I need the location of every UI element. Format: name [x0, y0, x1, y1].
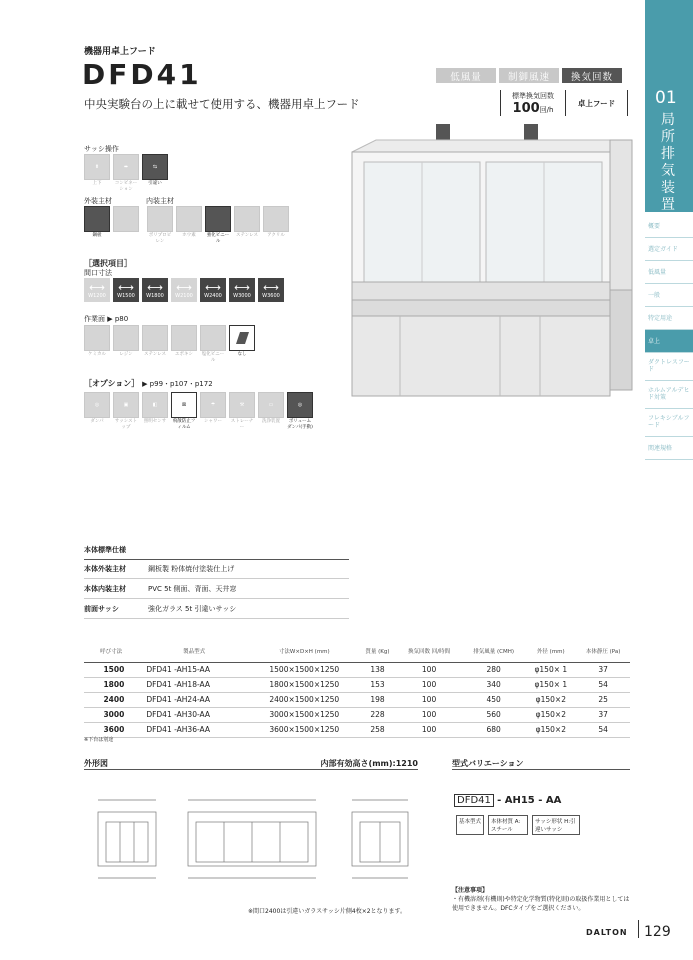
table-cell: 100 — [396, 662, 462, 677]
shower-icon: ☂ — [200, 392, 226, 418]
table-cell: DFD41 -AH15-AA — [138, 662, 250, 677]
worktop-none-icon — [229, 325, 255, 351]
select-title: ［選択項目］ — [84, 259, 132, 268]
nav-item[interactable]: ダクトレスフード — [645, 353, 693, 381]
sash-stop-icon: ▣ — [113, 392, 139, 418]
category-label: 機器用卓上フード — [84, 47, 156, 57]
nav-item[interactable]: 特定用途 — [645, 307, 693, 330]
table-cell: 2400 — [84, 692, 138, 707]
width-option: ⟷ W2400 — [200, 278, 226, 302]
nav-item[interactable]: ホルムアルデヒド対策 — [645, 381, 693, 409]
table-cell: DFD41 -AH18-AA — [138, 677, 250, 692]
worktop-resin-icon — [113, 325, 139, 351]
steel-icon — [84, 206, 110, 232]
table-cell: DFD41 -AH24-AA — [138, 692, 250, 707]
footer-divider — [638, 920, 639, 938]
worktop-stainless-icon — [142, 325, 168, 351]
pp-icon — [147, 206, 173, 232]
table-cell: 1500 — [84, 662, 138, 677]
air-value: 100 — [512, 101, 540, 116]
exterior-label: 外装主材 — [84, 197, 112, 205]
type-label: 卓上フード — [565, 90, 627, 116]
air-unit: 回/h — [539, 106, 554, 114]
chapter-tab — [645, 0, 693, 212]
table-row — [84, 722, 630, 737]
chapter-number: 01 — [655, 88, 677, 108]
table-cell: 280 — [462, 662, 525, 677]
width-option: ⟷ W2100 — [171, 278, 197, 302]
table-cell: φ150× 1 — [525, 677, 576, 692]
table-cell: DFD41 -AH36-AA — [138, 722, 250, 737]
drawing-title: 外形図 内部有効高さ(mm):1210 — [84, 759, 418, 768]
sash-combination-icon: ⬌ — [113, 154, 139, 180]
washer-icon: ▭ — [258, 392, 284, 418]
worktop-icons: ケミカル レジン ステンレス エポキシ 塩化ビニール なし — [84, 325, 255, 363]
brand-logo: DALTON — [586, 928, 628, 937]
material-icons: 鋼板 ポリプロピレン ホウ素 強化ビニール ステンレス アクリル — [84, 206, 289, 244]
air-label: 標準換気回数 — [512, 92, 554, 100]
mode-air-change: 換気回数 — [562, 68, 622, 83]
table-cell: 560 — [462, 707, 525, 722]
table-cell: 3000×1500×1250 — [250, 707, 359, 722]
worktop-chemical-icon — [84, 325, 110, 351]
volume-damper-icon: ◎ — [287, 392, 313, 418]
nav-item[interactable]: 概要 — [645, 215, 693, 238]
acrylic-icon — [263, 206, 289, 232]
material-icon — [113, 206, 139, 232]
table-row — [84, 692, 630, 707]
variation-title: 型式バリエーション — [452, 758, 630, 770]
table-cell: 1800 — [84, 677, 138, 692]
option-title: ［オプション］ ▶ p99・p107・p172 — [84, 379, 213, 388]
table-cell: 3000 — [84, 707, 138, 722]
table-header: 呼び寸法 製品型式 寸法W×D×H (mm) 質量 (Kg) 換気回数 回/時間 排気風量 (CMH) 外径 (mm) 本体静圧 (Pa) — [84, 640, 630, 662]
mode-tags — [436, 68, 622, 83]
table-cell: 198 — [359, 692, 397, 707]
film-icon: ⊠ — [171, 392, 197, 418]
worktop-epoxy-icon — [171, 325, 197, 351]
worktop-pvc-icon — [200, 325, 226, 351]
air-change-box — [500, 90, 628, 116]
table-cell: 100 — [396, 677, 462, 692]
nav-item-active[interactable]: 卓上 — [645, 330, 693, 353]
table-cell: 54 — [576, 722, 630, 737]
table-cell: 100 — [396, 692, 462, 707]
model-table — [84, 640, 630, 738]
outline-drawing — [84, 778, 424, 898]
table-cell: 1500×1500×1250 — [250, 662, 359, 677]
sash-updown-icon: ⬍ — [84, 154, 110, 180]
table-cell: φ150× 1 — [525, 662, 576, 677]
table-note: ※下台は別途 — [84, 737, 114, 743]
nav-item[interactable]: フレキシブルフード — [645, 409, 693, 437]
table-cell: 100 — [396, 707, 462, 722]
table-row — [84, 707, 630, 722]
table-cell: 450 — [462, 692, 525, 707]
width-icons — [84, 278, 284, 302]
model-title: DFD41 — [82, 58, 202, 91]
table-cell: 3600×1500×1250 — [250, 722, 359, 737]
damper-icon: ◎ — [84, 392, 110, 418]
chapter-title: 局所排気装置 — [661, 112, 675, 213]
width-option: ⟷ W1500 — [113, 278, 139, 302]
pvc-icon — [205, 206, 231, 232]
sash-label: サッシ操作 — [84, 145, 119, 153]
nav-item[interactable]: 選定ガイド — [645, 238, 693, 261]
light-sensor-icon: ◧ — [142, 392, 168, 418]
table-cell: φ150×2 — [525, 692, 576, 707]
width-option: ⟷ W1200 — [84, 278, 110, 302]
spec-title: 本体標準仕様 — [84, 546, 126, 554]
table-cell: 340 — [462, 677, 525, 692]
nav-item[interactable]: 一般 — [645, 284, 693, 307]
spec-row: 前面サッシ 強化ガラス 5t 引違いサッシ — [84, 599, 349, 619]
spec-block — [84, 545, 349, 619]
width-option: ⟷ W3600 — [258, 278, 284, 302]
table-cell: DFD41 -AH30-AA — [138, 707, 250, 722]
nav-item[interactable]: 低風量 — [645, 261, 693, 284]
interior-label: 内装主材 — [146, 197, 174, 205]
table-cell: 3600 — [84, 722, 138, 737]
spec-row: 本体外装主材 鋼板製 粉体焼付塗装仕上げ — [84, 559, 349, 579]
table-cell: 258 — [359, 722, 397, 737]
mode-face-velocity: 制御風速 — [499, 68, 559, 83]
product-image — [340, 122, 636, 412]
table-cell: φ150×2 — [525, 722, 576, 737]
mode-low-flow: 低風量 — [436, 68, 496, 83]
variation-labels: 基本型式 本体材質 A:スチール サッシ形状 H:引違いサッシ — [456, 815, 580, 835]
table-cell: φ150×2 — [525, 707, 576, 722]
worktop-label: 作業面 ▶ p80 — [84, 315, 129, 323]
option-icons: ◎ ダンパ ▣ サッシストップ ◧ 照明センサ ⊠ 飛散防止フィルム ☂ シャワー ⚒ ストレーナー ▭ 洗浄装置 ◎ ボリュームダンパ(手動) — [84, 392, 313, 430]
table-cell: 228 — [359, 707, 397, 722]
stainless-icon — [234, 206, 260, 232]
drawing-note: ※間口2400は引違いガラスサッシ片側4枚×2となります。 — [248, 908, 407, 915]
page-number: 129 — [644, 924, 671, 940]
width-option: ⟷ W3000 — [229, 278, 255, 302]
spec-row: 本体内装主材 PVC 5t 側面、背面、天井窓 — [84, 579, 349, 599]
table-cell: 37 — [576, 707, 630, 722]
chapter-nav — [645, 215, 693, 460]
nav-item[interactable]: 関連規格 — [645, 437, 693, 460]
table-row — [84, 677, 630, 692]
table-cell: 54 — [576, 677, 630, 692]
boron-icon — [176, 206, 202, 232]
sash-sliding-icon: ⇆ — [142, 154, 168, 180]
width-label: 間口寸法 — [84, 269, 112, 277]
table-cell: 37 — [576, 662, 630, 677]
table-cell: 100 — [396, 722, 462, 737]
notice: 【注意事項】 ・有機溶剤(有機則)や特定化学物質(特化則)の取扱作業用としては使用できません。DFCタイプをご選択ください。 — [452, 887, 630, 912]
table-row — [84, 662, 630, 677]
variation-code: DFD41 - AH15 - AA — [454, 795, 561, 806]
table-cell: 25 — [576, 692, 630, 707]
sash-icons: ⬍ 上下 ⬌ コンビネーション ⇆ 引違い — [84, 154, 168, 192]
subtitle: 中央実験台の上に載せて使用する、機器用卓上フード — [84, 97, 360, 111]
table-cell: 153 — [359, 677, 397, 692]
table-cell: 680 — [462, 722, 525, 737]
strainer-icon: ⚒ — [229, 392, 255, 418]
table-cell: 1800×1500×1250 — [250, 677, 359, 692]
table-cell: 138 — [359, 662, 397, 677]
width-option: ⟷ W1800 — [142, 278, 168, 302]
table-cell: 2400×1500×1250 — [250, 692, 359, 707]
